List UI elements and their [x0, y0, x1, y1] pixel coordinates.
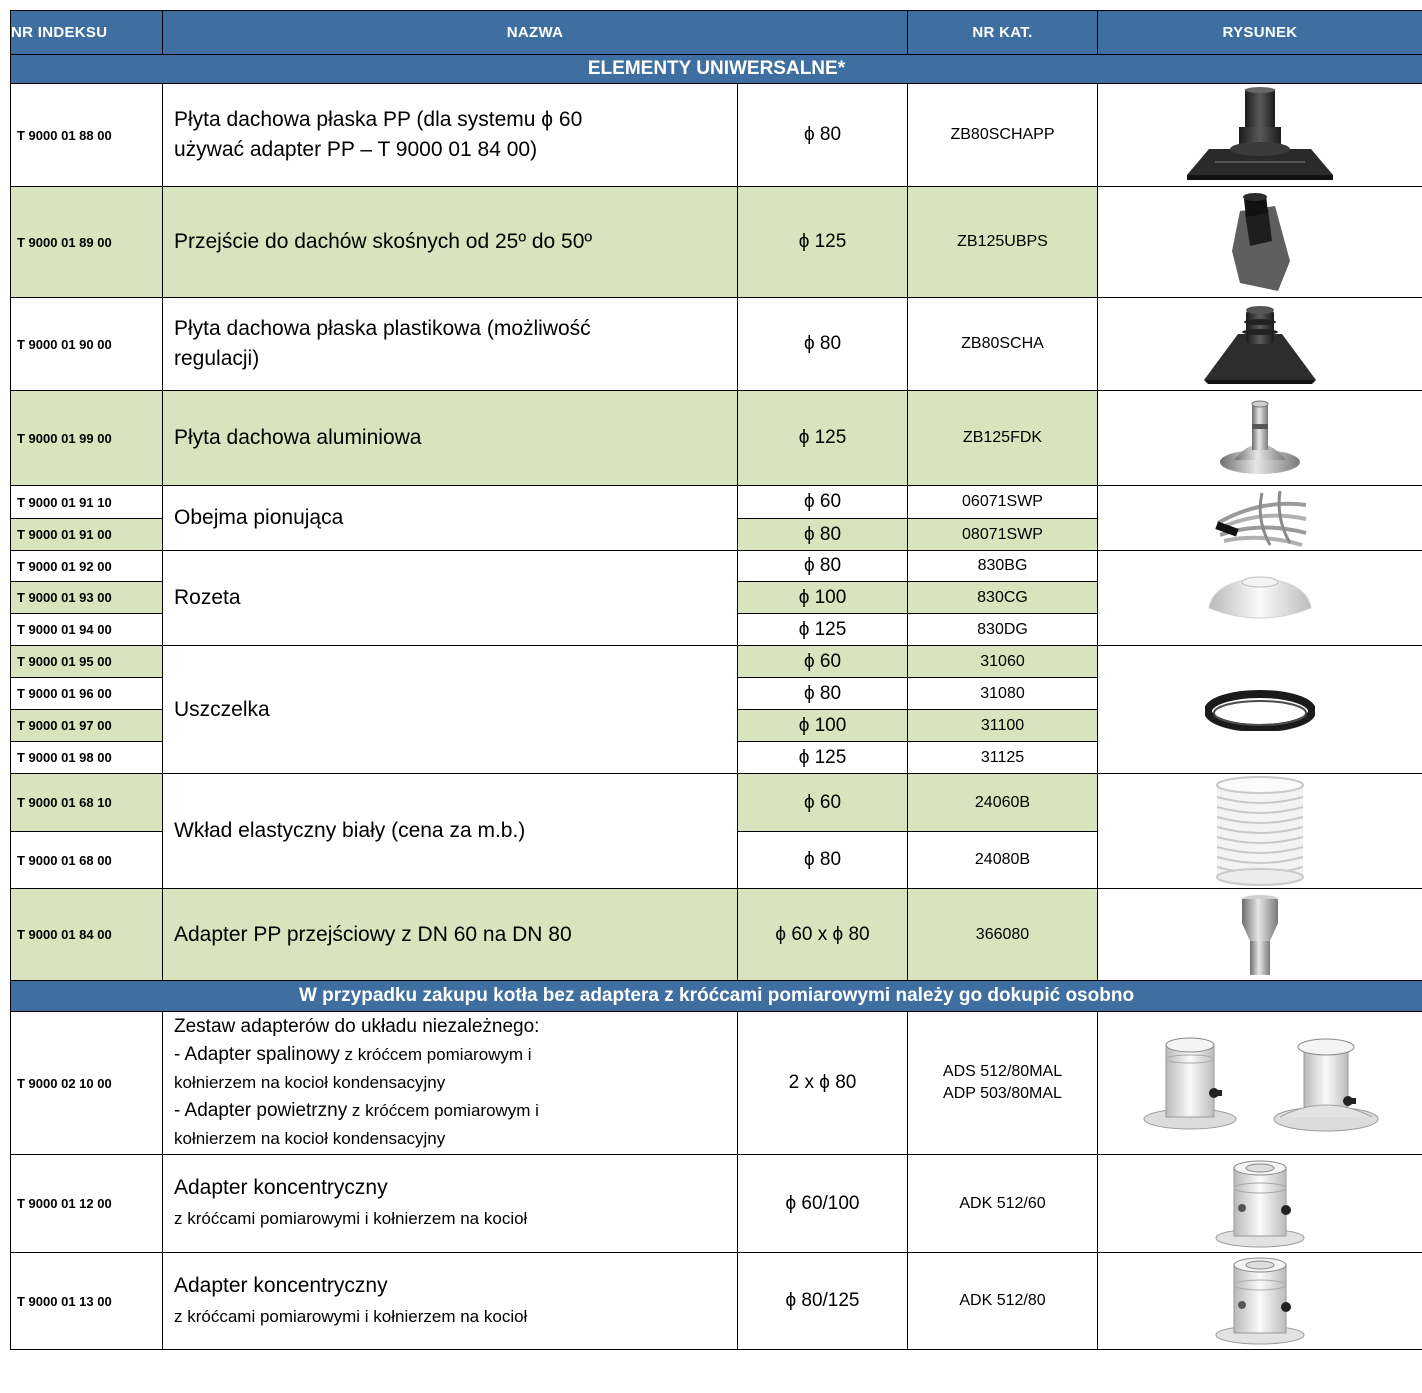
index-cell: T 9000 01 95 00 — [11, 646, 163, 678]
name-line: - Adapter spalinowy — [174, 1044, 340, 1065]
diameter-cell: ϕ 100 — [738, 710, 908, 742]
index-cell: T 9000 01 90 00 — [11, 298, 163, 391]
concentric-adapter-icon — [1212, 1255, 1308, 1347]
name-cell — [163, 84, 738, 187]
name-cell: Rozeta — [163, 551, 738, 646]
name-line-small: kołnierzem na kocioł kondensacyjny — [174, 1073, 446, 1092]
clamp-icon — [1210, 489, 1310, 547]
index-cell: T 9000 01 84 00 — [11, 889, 163, 981]
catalog-cell: 31060 — [908, 646, 1098, 678]
drawing-cell — [1098, 486, 1422, 551]
catalog-cell: 830CG — [908, 582, 1098, 614]
header-name: NAZWA — [163, 11, 908, 55]
diameter-cell: ϕ 80 — [738, 84, 908, 187]
index-cell: T 9000 01 13 00 — [11, 1253, 163, 1350]
catalog-cell: 366080 — [908, 889, 1098, 981]
table-row — [11, 1253, 1422, 1350]
name-line: używać adapter PP – T 9000 01 84 00) — [174, 138, 538, 161]
name-cell — [163, 1012, 738, 1155]
catalog-cell: 08071SWP — [908, 519, 1098, 551]
table-row — [11, 774, 1422, 832]
diameter-cell: 2 x ϕ 80 — [738, 1012, 908, 1155]
diameter-cell: ϕ 80 — [738, 551, 908, 582]
drawing-cell — [1098, 889, 1422, 981]
index-cell: T 9000 01 92 00 — [11, 551, 163, 582]
table-row — [11, 187, 1422, 298]
name-cell: Płyta dachowa aluminiowa — [163, 391, 738, 486]
catalog-cell: 830DG — [908, 614, 1098, 646]
catalog-cell: ZB125FDK — [908, 391, 1098, 486]
index-cell: T 9000 01 91 00 — [11, 519, 163, 551]
diameter-cell: ϕ 60/100 — [738, 1155, 908, 1253]
catalog-cell: 31100 — [908, 710, 1098, 742]
pitched-roof-flashing-icon — [1220, 191, 1300, 293]
index-cell: T 9000 01 94 00 — [11, 614, 163, 646]
catalog-line: ADS 512/80MAL — [942, 1063, 1063, 1080]
adapter-set-icon — [1130, 1033, 1390, 1133]
catalog-cell: 06071SWP — [908, 486, 1098, 519]
header-index: NR INDEKSU — [11, 11, 163, 55]
name-cell — [163, 1253, 738, 1350]
name-cell: Obejma pionująca — [163, 486, 738, 551]
header-row — [11, 11, 1422, 55]
diameter-cell: ϕ 80/125 — [738, 1253, 908, 1350]
reducer-adapter-icon — [1238, 893, 1282, 977]
name-line-small: z króćcem pomiarowym i — [347, 1101, 539, 1120]
name-cell: Wkład elastyczny biały (cena za m.b.) — [163, 774, 738, 889]
diameter-cell: ϕ 80 — [738, 298, 908, 391]
name-line-small: z króćcem pomiarowym i — [339, 1045, 532, 1064]
catalog-line: ADP 503/80MAL — [943, 1085, 1062, 1102]
catalog-cell: 830BG — [908, 551, 1098, 582]
index-cell: T 9000 01 98 00 — [11, 742, 163, 774]
catalog-cell: ZB80SCHAPP — [908, 84, 1098, 187]
index-cell: T 9000 01 96 00 — [11, 678, 163, 710]
diameter-cell: ϕ 80 — [738, 678, 908, 710]
index-cell: T 9000 01 97 00 — [11, 710, 163, 742]
index-cell: T 9000 01 68 10 — [11, 774, 163, 832]
index-cell: T 9000 01 89 00 — [11, 187, 163, 298]
catalog-cell: 24080B — [908, 832, 1098, 889]
name-line: - Adapter powietrzny — [174, 1100, 348, 1121]
catalog-cell: ADK 512/60 — [908, 1155, 1098, 1253]
drawing-cell — [1098, 1012, 1422, 1155]
drawing-cell — [1098, 84, 1422, 187]
name-line: Adapter koncentryczny — [174, 1176, 388, 1199]
catalog-cell: 31125 — [908, 742, 1098, 774]
roof-plate-pp-icon — [1185, 87, 1335, 183]
table-row — [11, 486, 1422, 519]
drawing-cell — [1098, 774, 1422, 889]
table-row — [11, 646, 1422, 678]
concentric-adapter-icon — [1212, 1158, 1308, 1250]
table-row — [11, 84, 1422, 187]
section-row-notice — [11, 981, 1422, 1012]
name-line-small: z króćcami pomiarowymi i kołnierzem na kocioł — [174, 1209, 528, 1228]
table-row — [11, 391, 1422, 486]
diameter-cell: ϕ 60 — [738, 774, 908, 832]
drawing-cell — [1098, 391, 1422, 486]
drawing-cell — [1098, 551, 1422, 646]
section-row-universal — [11, 55, 1422, 84]
index-cell: T 9000 02 10 00 — [11, 1012, 163, 1155]
catalog-cell: 24060B — [908, 774, 1098, 832]
table-row — [11, 298, 1422, 391]
drawing-cell — [1098, 1155, 1422, 1253]
drawing-cell — [1098, 646, 1422, 774]
plastic-roof-plate-icon — [1200, 302, 1320, 386]
aluminium-roof-plate-icon — [1218, 398, 1302, 478]
diameter-cell: ϕ 125 — [738, 614, 908, 646]
diameter-cell: ϕ 125 — [738, 187, 908, 298]
diameter-cell: ϕ 60 — [738, 486, 908, 519]
flexible-liner-icon — [1205, 775, 1315, 887]
diameter-cell: ϕ 125 — [738, 742, 908, 774]
index-cell: T 9000 01 88 00 — [11, 84, 163, 187]
drawing-cell — [1098, 1253, 1422, 1350]
index-cell: T 9000 01 91 10 — [11, 486, 163, 519]
seal-ring-icon — [1205, 689, 1315, 731]
diameter-cell: ϕ 80 — [738, 519, 908, 551]
name-line: Płyta dachowa płaska PP (dla systemu ϕ 60 — [174, 108, 583, 131]
catalog-cell: ZB80SCHA — [908, 298, 1098, 391]
diameter-cell: ϕ 125 — [738, 391, 908, 486]
header-catalog-number: NR KAT. — [908, 11, 1098, 55]
catalog-cell: 31080 — [908, 678, 1098, 710]
name-cell: Adapter PP przejściowy z DN 60 na DN 80 — [163, 889, 738, 981]
drawing-cell — [1098, 187, 1422, 298]
name-line-small: z króćcami pomiarowymi i kołnierzem na kocioł — [174, 1306, 528, 1326]
name-cell: Przejście do dachów skośnych od 25º do 50º — [163, 187, 738, 298]
name-line: Zestaw adapterów do układu niezależnego: — [174, 1016, 540, 1037]
rosette-icon — [1205, 568, 1315, 628]
name-line-small: kołnierzem na kocioł kondensacyjny — [174, 1129, 446, 1148]
catalog-cell: ADK 512/80 — [908, 1253, 1098, 1350]
table-row — [11, 1155, 1422, 1253]
name-cell — [163, 1155, 738, 1253]
catalog-cell: ZB125UBPS — [908, 187, 1098, 298]
name-cell — [163, 298, 738, 391]
diameter-cell: ϕ 60 x ϕ 80 — [738, 889, 908, 981]
section-title-notice: W przypadku zakupu kotła bez adaptera z króćcami pomiarowymi należy go dokupić osobno — [11, 981, 1422, 1012]
table-row — [11, 551, 1422, 582]
diameter-cell: ϕ 80 — [738, 832, 908, 889]
catalog-cell — [908, 1012, 1098, 1155]
name-cell: Uszczelka — [163, 646, 738, 774]
index-cell: T 9000 01 93 00 — [11, 582, 163, 614]
table-row — [11, 889, 1422, 981]
product-table — [10, 10, 1422, 1350]
diameter-cell: ϕ 60 — [738, 646, 908, 678]
drawing-cell — [1098, 298, 1422, 391]
index-cell: T 9000 01 99 00 — [11, 391, 163, 486]
index-cell: T 9000 01 12 00 — [11, 1155, 163, 1253]
table-row — [11, 1012, 1422, 1155]
name-line: Płyta dachowa płaska plastikowa (możliwość — [174, 317, 591, 340]
header-drawing: RYSUNEK — [1098, 11, 1422, 55]
name-line: Adapter koncentryczny — [174, 1273, 388, 1297]
index-cell: T 9000 01 68 00 — [11, 832, 163, 889]
diameter-cell: ϕ 100 — [738, 582, 908, 614]
name-line: regulacji) — [174, 347, 260, 370]
section-title-universal: ELEMENTY UNIWERSALNE* — [11, 55, 1422, 84]
